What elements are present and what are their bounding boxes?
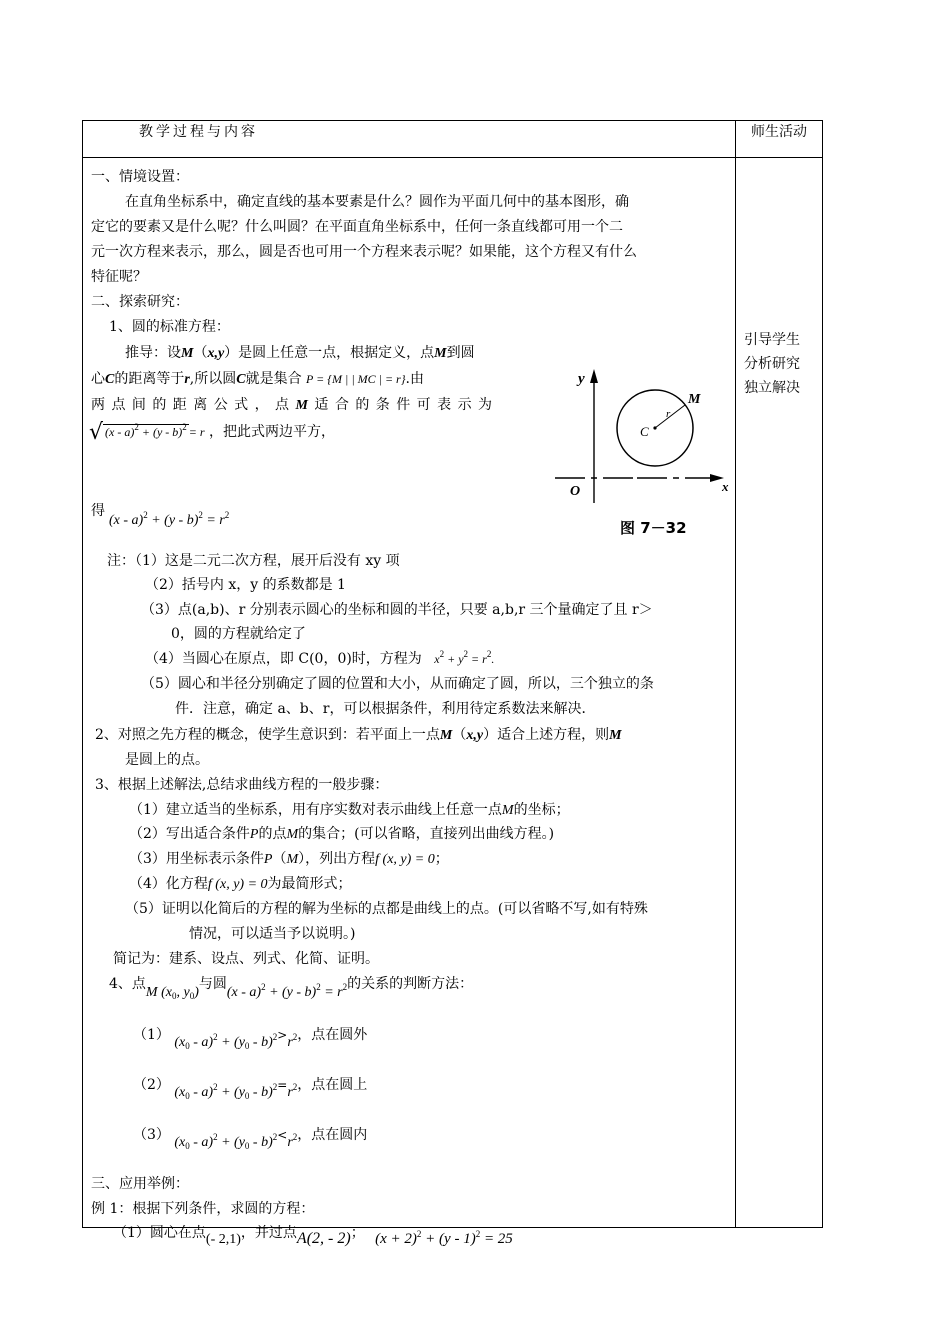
para-line: 元一次方程来表示，那么，圆是否也可用一个方程来表示呢？如果能，这个方程又有什么 xyxy=(91,244,637,260)
text: ； xyxy=(350,1225,365,1241)
term: (x - a) xyxy=(109,513,144,528)
exp: 2 xyxy=(213,1082,218,1092)
term: = r xyxy=(188,425,205,439)
exp: 2 xyxy=(143,510,148,520)
text: （2）写出适合条件 xyxy=(129,826,250,842)
case-1 xyxy=(133,1024,368,1051)
term: ) xyxy=(194,985,199,1000)
term: r xyxy=(287,1135,293,1150)
var: x,y xyxy=(466,728,484,743)
var: C xyxy=(105,372,115,387)
text: ，把此式两边平方， xyxy=(209,424,336,440)
text: 两 点 间 的 距 离 公 式 ， 点 xyxy=(91,397,291,413)
exp: 2 xyxy=(316,982,321,992)
exp: 2 xyxy=(182,422,187,432)
term: + (y xyxy=(221,1135,245,1150)
radius-label: r xyxy=(666,408,671,420)
text: . xyxy=(491,652,495,666)
y-arrow-icon xyxy=(590,369,598,383)
exp: 2 xyxy=(416,1229,422,1239)
term: - b) xyxy=(252,1035,273,1050)
term: (x xyxy=(174,1135,186,1150)
sub: 0 xyxy=(185,1041,190,1051)
step-1 xyxy=(129,799,570,819)
exp: 2 xyxy=(486,649,492,659)
exp: 2 xyxy=(224,510,230,520)
term: - b) xyxy=(252,1135,273,1150)
term: - a) xyxy=(193,1035,214,1050)
term: + (y - b) xyxy=(269,985,317,1000)
sub: 0 xyxy=(244,1041,250,1051)
note-3: （3）点(a,b)、r 分别表示圆心的坐标和圆的半径，只要 a,b,r 三个量确定了且 r＞ xyxy=(141,602,653,618)
term: + (y xyxy=(221,1085,245,1100)
note-5-cont: 件．注意，确定 a、b、r，可以根据条件，利用待定系数法来解决． xyxy=(175,701,596,717)
term: = r xyxy=(471,652,487,666)
exp: 2 xyxy=(463,649,469,659)
text: （ xyxy=(272,851,287,867)
note-3-cont: 0，圆的方程就给定了 xyxy=(171,626,306,642)
activity-cell xyxy=(736,158,823,1228)
text: （3） xyxy=(133,1127,170,1143)
term: (x - a) xyxy=(226,985,262,1000)
text: ），列出方程 xyxy=(298,851,376,867)
text: （1）圆心在点 xyxy=(113,1225,206,1241)
operator: < xyxy=(277,1128,288,1142)
text: 推导：设 xyxy=(125,345,181,361)
para-line: 在直角坐标系中，确定直线的基本要素是什么？圆作为平面几何中的基本图形，确 xyxy=(125,194,629,210)
item-3-title: 3、根据上述解法,总结求曲线方程的一般步骤： xyxy=(95,777,389,793)
sub: 0 xyxy=(189,991,195,1001)
exp: 2 xyxy=(292,1032,298,1042)
text: 4、点 xyxy=(109,976,146,992)
text: ）是圆上任意一点，根据定义，点 xyxy=(224,345,435,361)
text: 心 xyxy=(91,371,105,387)
sqrt-icon: √ xyxy=(89,420,104,445)
case-2 xyxy=(133,1074,368,1101)
set-formula: P = {M | | MC | = r} xyxy=(306,372,406,386)
y-label: y xyxy=(578,371,585,387)
note-4 xyxy=(145,648,494,668)
section-1-title: 一、情境设置： xyxy=(91,169,189,185)
var: P xyxy=(263,852,273,867)
lesson-table xyxy=(82,120,823,1247)
exp: 2 xyxy=(134,422,139,432)
text: 的关系的判断方法： xyxy=(347,976,474,992)
sub: 0 xyxy=(185,1141,190,1151)
sub: 0 xyxy=(171,991,177,1001)
section-2-title: 二、探索研究： xyxy=(91,294,189,310)
operator: > xyxy=(277,1028,288,1042)
text: ； xyxy=(434,851,449,867)
step-5: （5）证明以化简后的方程的解为坐标的点都是曲线上的点。(可以省略不写,如有特殊 xyxy=(125,901,648,917)
text: 的距离等于 xyxy=(114,371,185,387)
section-3-title: 三、应用举例： xyxy=(91,1176,189,1192)
term: + (y xyxy=(221,1035,245,1050)
step-5-cont: 情况，可以适当予以说明。) xyxy=(189,926,356,942)
sub: 0 xyxy=(244,1091,250,1101)
circle-figure xyxy=(550,363,730,543)
var: M xyxy=(181,346,194,361)
term: - a) xyxy=(193,1085,214,1100)
term: r xyxy=(287,1085,293,1100)
term: + y xyxy=(447,652,464,666)
exp: 2 xyxy=(292,1132,298,1142)
text: （ xyxy=(193,345,208,361)
term: + (y - b) xyxy=(141,425,183,439)
step-3 xyxy=(129,848,449,868)
note-1: 注：（1）这是二元二次方程，展开后没有 xy 项 xyxy=(107,553,400,569)
para-line: 定它的要素又是什么呢？什么叫圆？在平面直角坐标系中，任何一条直线都可用一个二 xyxy=(91,219,623,235)
formula: f (x, y) = 0 xyxy=(207,877,268,892)
step-2 xyxy=(129,823,554,843)
subsection-title: 1、圆的标准方程： xyxy=(109,319,230,335)
text: 与圆 xyxy=(198,976,227,992)
note-5: （5）圆心和半径分别确定了圆的位置和大小，从而确定了圆，所以，三个独立的条 xyxy=(141,676,654,692)
text: 适 合 的 条 件 可 表 示 为 xyxy=(314,397,494,413)
step-4 xyxy=(129,873,352,893)
distance-formula xyxy=(89,420,335,445)
var: M xyxy=(286,852,299,867)
var: C xyxy=(236,372,246,387)
term: M (x xyxy=(145,985,172,1000)
exp: 2 xyxy=(261,982,266,992)
header-activity: 师生活动 xyxy=(736,121,823,158)
text: ，点在圆内 xyxy=(297,1127,368,1143)
exp: 2 xyxy=(439,649,445,659)
para-line: 特征呢？ xyxy=(91,269,147,285)
exp: 2 xyxy=(272,1082,278,1092)
term: = 25 xyxy=(483,1231,513,1247)
sub: 0 xyxy=(244,1141,250,1151)
text: .由 xyxy=(405,371,424,387)
text: （4）当圆心在原点，即 C(0，0)时，方程为 xyxy=(145,651,422,667)
operator: = xyxy=(277,1078,288,1092)
standard-equation xyxy=(109,510,229,529)
text: ，并过点 xyxy=(240,1225,297,1241)
exp: 2 xyxy=(272,1032,278,1042)
text: ）适合上述方程，则 xyxy=(483,727,610,743)
text: 的点 xyxy=(258,826,287,842)
term: (x xyxy=(174,1085,186,1100)
var: r xyxy=(184,372,190,387)
center-label: C xyxy=(640,424,649,439)
figure-caption: 图 7－32 xyxy=(620,519,687,537)
text: ,所以圆 xyxy=(189,371,237,387)
var: M xyxy=(501,803,514,818)
text: （4）化方程 xyxy=(129,876,208,892)
var: P xyxy=(249,827,259,842)
term: + (y - 1) xyxy=(425,1231,476,1247)
text: ，点在圆上 xyxy=(297,1077,368,1093)
activity-line: 独立解决 xyxy=(744,380,800,396)
text: （ xyxy=(452,727,467,743)
exp: 2 xyxy=(292,1082,298,1092)
var: M xyxy=(609,728,622,743)
sub: 0 xyxy=(185,1091,190,1101)
var: M xyxy=(434,346,447,361)
term: , y xyxy=(176,985,190,1000)
term: = r xyxy=(206,513,225,528)
term: (x xyxy=(174,1035,186,1050)
summary: 简记为：建系、设点、列式、化简、证明。 xyxy=(113,951,379,967)
var: M xyxy=(439,728,453,743)
term: + (y - b) xyxy=(151,513,199,528)
text: 2、对照之先方程的概念，使学生意识到：若平面上一点 xyxy=(95,727,440,743)
content-row xyxy=(83,158,823,1228)
text: 就是集合 xyxy=(245,371,302,387)
term: (x - a) xyxy=(105,425,135,439)
item-4 xyxy=(109,973,474,1001)
case-3 xyxy=(133,1124,368,1151)
activity-line: 分析研究 xyxy=(744,356,800,372)
derivation-line-3 xyxy=(91,394,493,414)
header-process: 教学过程与内容 xyxy=(83,121,736,158)
text: （1）建立适当的坐标系，用有序实数对表示曲线上任意一点 xyxy=(129,802,502,818)
text: （1） xyxy=(133,1027,170,1043)
x-label: x xyxy=(722,479,729,494)
term: - b) xyxy=(252,1085,273,1100)
term: = r xyxy=(324,985,343,1000)
term: x xyxy=(434,652,440,666)
header-row xyxy=(83,121,823,158)
point-label: M xyxy=(688,392,701,407)
example-1-part-1 xyxy=(113,1222,513,1247)
content-cell xyxy=(83,158,736,1247)
item-2 xyxy=(95,724,622,744)
exp: 2 xyxy=(475,1229,481,1239)
term: r xyxy=(287,1035,293,1050)
var: M xyxy=(295,398,309,413)
note-2: （2）括号内 x，y 的系数都是 1 xyxy=(145,577,346,593)
exp: 2 xyxy=(198,510,203,520)
example-1: 例 1：根据下列条件，求圆的方程： xyxy=(91,1201,315,1217)
activity-line: 引导学生 xyxy=(744,332,800,348)
derivation-line-1 xyxy=(125,342,475,362)
exp: 2 xyxy=(213,1132,218,1142)
text: ，点在圆外 xyxy=(297,1027,368,1043)
point: (- 2,1) xyxy=(205,1232,241,1247)
term: (x + 2) xyxy=(375,1231,417,1247)
derive-result-label: 得 xyxy=(91,503,105,519)
activity-notes xyxy=(736,328,822,400)
var: M xyxy=(286,827,299,842)
text: （3）用坐标表示条件 xyxy=(129,851,264,867)
text: 的坐标； xyxy=(513,802,570,818)
text: 的集合；(可以省略，直接列出曲线方程。) xyxy=(298,826,555,842)
var: x,y xyxy=(207,346,225,361)
formula: f (x, y) = 0 xyxy=(375,852,435,867)
origin-label: O xyxy=(570,484,581,499)
derivation-line-2 xyxy=(91,368,424,388)
item-2-cont: 是圆上的点。 xyxy=(125,752,209,768)
point: A(2, - 2) xyxy=(296,1230,351,1247)
center-dot xyxy=(653,426,656,429)
term: - a) xyxy=(193,1135,214,1150)
exp: 2 xyxy=(272,1132,278,1142)
text: 到圆 xyxy=(446,345,475,361)
exp: 2 xyxy=(213,1032,218,1042)
text: 为最简形式； xyxy=(267,876,352,892)
text: （2） xyxy=(133,1077,170,1093)
exp: 2 xyxy=(342,982,348,992)
